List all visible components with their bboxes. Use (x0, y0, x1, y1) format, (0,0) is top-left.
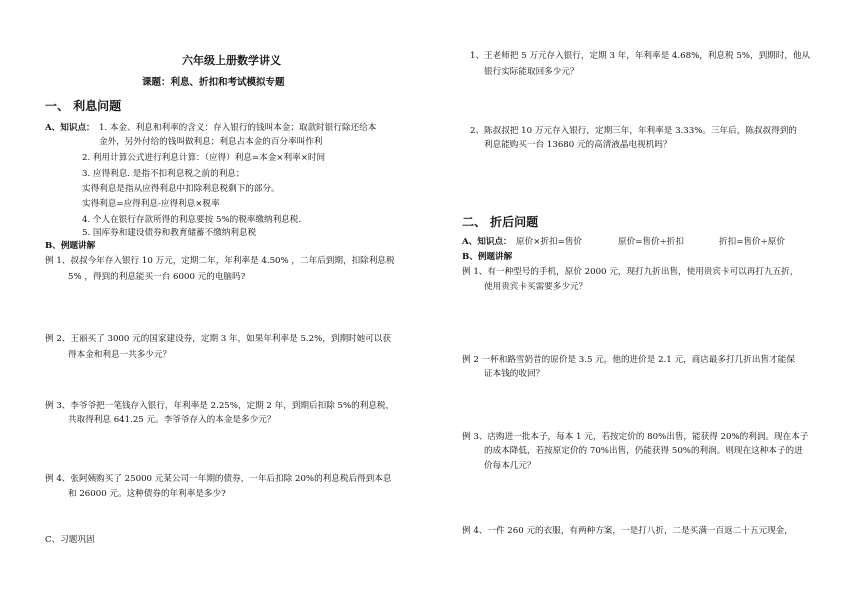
page-title: 六年级上册数学讲义 (182, 54, 281, 67)
example-3: 例 3、李爷爷把一笔钱存入银行，年利率是 2.25%，定期 2 年，到期后扣除 5%的利息税， (45, 401, 395, 411)
lesson-subtitle: 课题：利息、折扣和考试模拟专题 (142, 77, 285, 88)
examples-heading: B、例题讲解 (45, 241, 96, 251)
example-1-cont: 5% ，得到的利息能买一台 6000 元的电脑吗? (68, 272, 246, 282)
formula-sale-price: 原价×折扣=售价 (516, 237, 582, 247)
practice-2-cont: 利息能购买一台 13680 元的高清液晶电视机吗？ (484, 140, 672, 150)
practice-1-cont: 银行实际能取回多少元？ (484, 67, 579, 77)
discount-example-3-line2: 的成本降低，若按原定价的 70%出售，仍能获得 50%的利润。则现在这种本子的进 (484, 446, 803, 456)
knowledge-point-3: 3. 应得利息. 是指不扣利息税之前的利息； (82, 169, 245, 179)
practice-heading: C、习题巩固 (45, 535, 95, 545)
example-4-cont: 和 26000 元。这种债券的年利率是多少? (68, 489, 226, 499)
discount-example-3: 例 3、店购进一批本子，每本 1 元，若按定价的 80%出售，能获得 20%的利润。现在本子 (462, 432, 809, 442)
example-4: 例 4、张阿姨购买了 25000 元某公司一年期的债券，一年后扣除 20%的利息税后得到本息 (45, 474, 392, 484)
discount-knowledge-label: A、知识点： (462, 237, 512, 247)
knowledge-label: A、知识点： (45, 123, 95, 133)
discount-example-2-cont: 证本钱的收回？ (484, 369, 545, 379)
formula-discount: 折扣=售价÷原价 (719, 237, 785, 247)
section-discount-heading: 二、 折后问题 (462, 215, 539, 229)
section-interest-heading: 一、 利息问题 (45, 99, 122, 113)
knowledge-point-3-formula: 实得利息=应得利息-应得利息×税率 (82, 199, 220, 209)
discount-example-3-line3: 价每本几元？ (484, 461, 536, 471)
discount-example-1-cont: 使用贵宾卡买需要多少元？ (484, 282, 588, 292)
example-3-cont: 共取得利息 641.25 元。李爷爷存入的本金是多少元？ (68, 415, 276, 425)
example-2-cont: 得本金和利息一共多少元？ (68, 350, 172, 360)
discount-example-1: 例 1、有一种型号的手机，原价 2000 元，现打九折出售，使用贵宾卡可以再打九五折， (462, 267, 799, 277)
practice-1: 1、王老师把 5 万元存入银行，定期 3 年，年利率是 4.68%，利息税 5%，到期时，他从 (470, 51, 811, 61)
practice-2: 2、陈叔叔把 10 万元存入银行，定期三年，年利率是 3.33%。三年后，陈叔叔得到的 (470, 126, 797, 136)
example-1: 例 1、叔叔今年存入银行 10 万元，定期二年，年利率是 4.50% ，二年后到期，扣除利息税 (45, 256, 395, 266)
knowledge-point-1: 1. 本金、利息和利率的含义：存入银行的钱叫本金；取款时银行除还给本 (99, 123, 377, 133)
knowledge-point-4: 4. 个人在银行存款所得的利息要按 5%的税率缴纳利息税. (82, 215, 302, 225)
knowledge-point-1-cont: 金外，另外付给的钱叫做利息；利息占本金的百分率叫作利 (99, 137, 323, 147)
knowledge-point-2: 2. 利用计算公式进行利息计算：（应得）利息=本金×利率×时间 (82, 153, 326, 163)
discount-example-4: 例 4、一件 260 元的衣服，有两种方案，一是打八折，二是买满一百返二十五元现金， (462, 526, 793, 536)
formula-original-price: 原价=售价÷折扣 (618, 237, 684, 247)
discount-example-2: 例 2 一杯和路雪奶昔的原价是 3.5 元，他的进价是 2.1 元，商店最多打几折出售才能保 (462, 355, 795, 365)
knowledge-point-3-detail: 实得利息是指从应得利息中扣除利息税剩下的部分。 (82, 184, 280, 194)
knowledge-point-5: 5. 国库券和建设债券和教育储蓄不缴纳利息税 (82, 228, 257, 238)
discount-examples-heading: B、例题讲解 (462, 252, 513, 262)
example-2: 例 2、王丽买了 3000 元的国家建设券，定期 3 年，如果年利率是 5.2%，到期时她可以获 (45, 334, 392, 344)
